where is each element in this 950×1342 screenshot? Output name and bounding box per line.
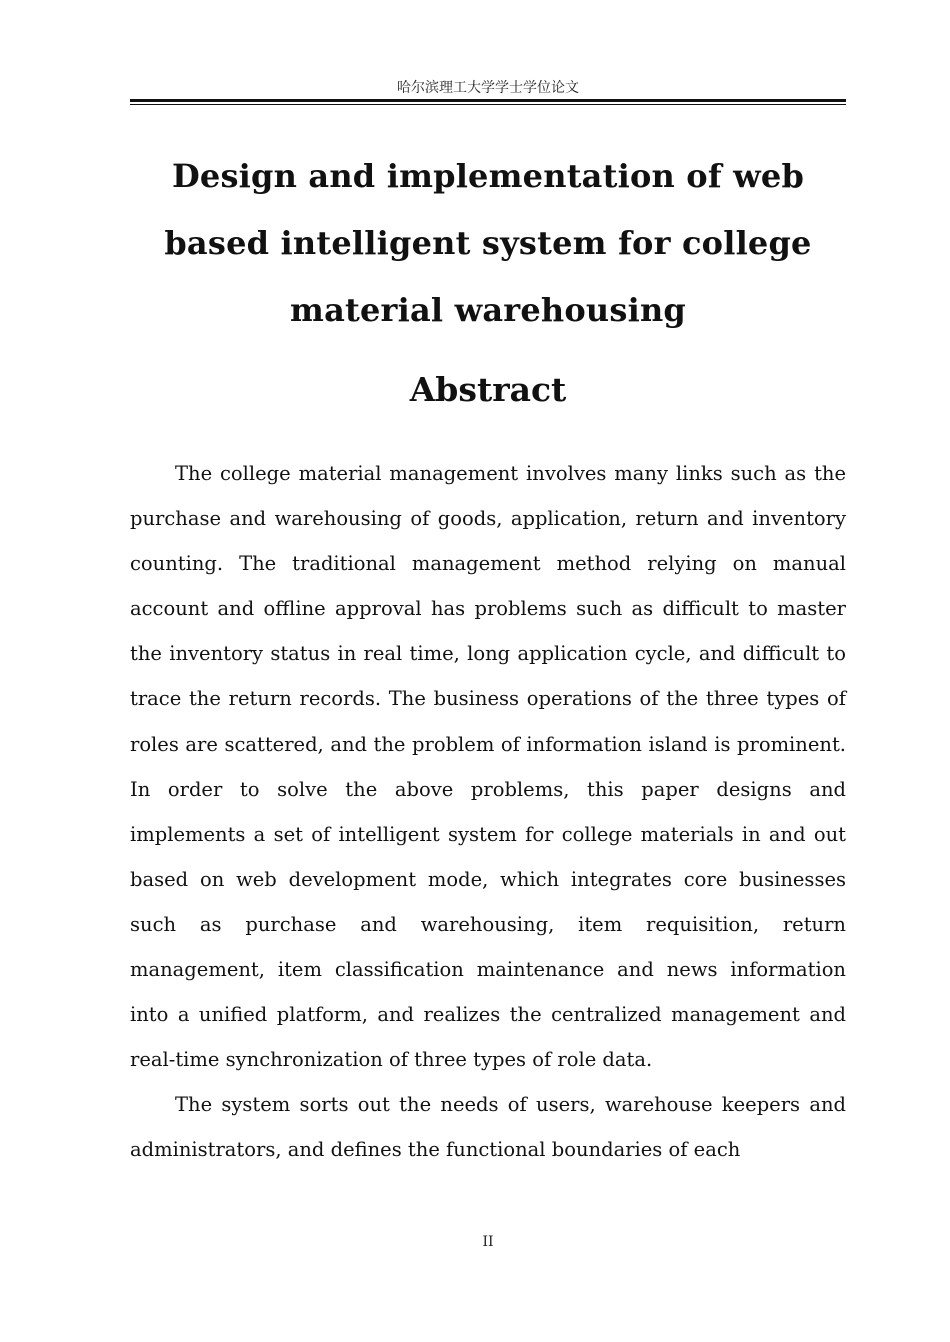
abstract-paragraph-1: The college material management involves many links such as the purchase and warehousing of goods, application, return and inventory counting. The traditional management method relying on manual account and offline approval has problems such as difficult to master the inventory status in real time, long application cycle, and difficult to trace the return records. The business operations of the three types of roles are scattered, and the problem of information island is prominent. In order to solve the above problems, this paper designs and implements a set of intelligent system for college materials in and out based on web development mode, which integrates core businesses such as purchase and warehousing, item requisition, return management, item classification maintenance and news information into a unified platform, and realizes the centralized management and real-time synchronization of three types of role data.	[130, 462, 846, 1072]
abstract-heading: Abstract	[409, 370, 567, 409]
page-number: II	[482, 1234, 494, 1250]
abstract-body	[130, 451, 846, 1173]
paper-title: Design and implementation of web based intelligent system for college material warehousing	[164, 157, 812, 329]
running-header: 哈尔滨理工大学学士学位论文	[397, 80, 579, 96]
abstract-paragraph-2: The system sorts out the needs of users, warehouse keepers and administrators, and defines the functional boundaries of each	[130, 1093, 846, 1162]
header-rule-thin	[130, 104, 846, 105]
header-rule-thick	[130, 99, 846, 102]
